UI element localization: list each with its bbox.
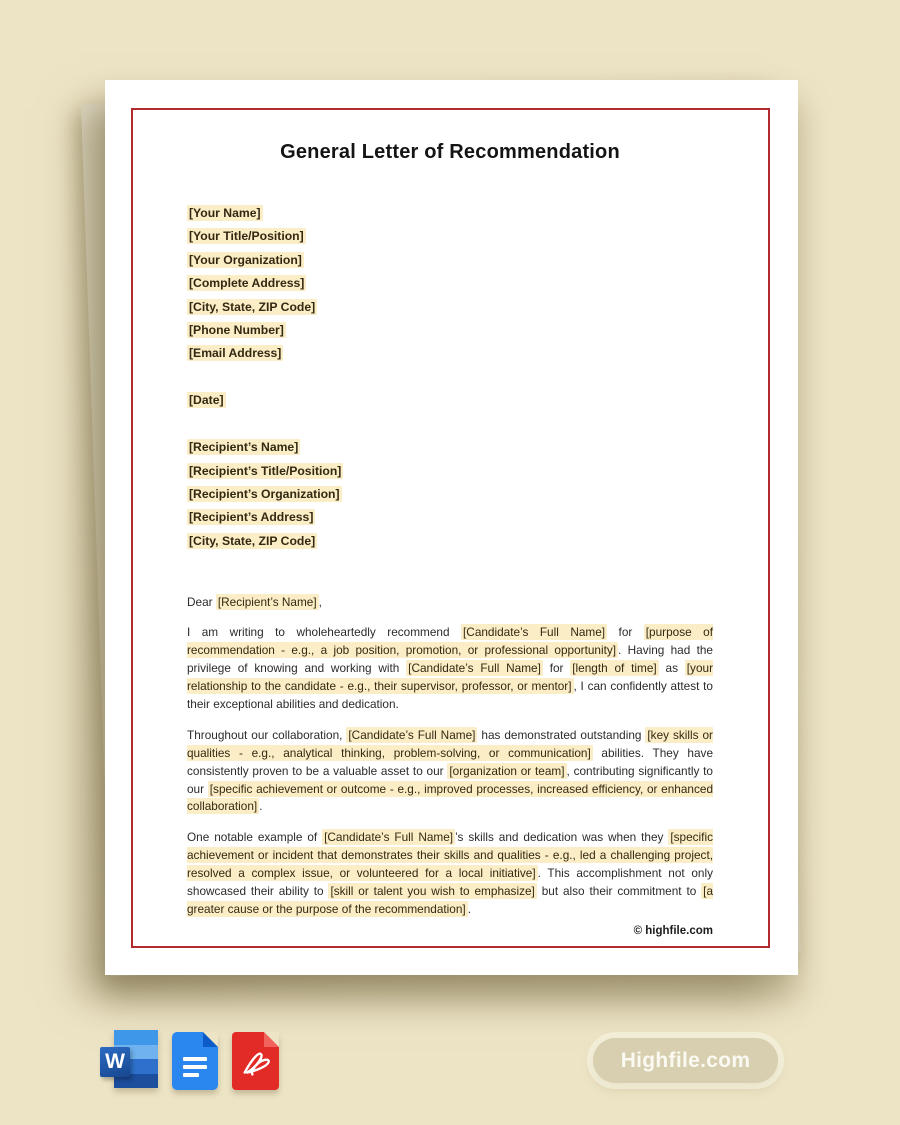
paragraph-introduction xyxy=(187,624,713,714)
placeholder-highlight: [Email Address] xyxy=(189,346,282,361)
placeholder-highlight: [Your Organization] xyxy=(189,252,302,267)
highfile-badge-label: Highfile.com xyxy=(620,1048,751,1072)
placeholder-highlight: [Candidate’s Full Name] xyxy=(463,625,606,640)
doc-text-line xyxy=(183,1057,207,1061)
placeholder-highlight: [your relationship to the candidate - e.g., their supervisor, professor, or mentor] xyxy=(187,661,713,693)
placeholder-highlight: [Recipient’s Title/Position] xyxy=(189,463,342,478)
recipient-organization-line xyxy=(187,483,713,506)
body-text: Dear xyxy=(187,595,216,610)
placeholder-highlight: [key skills or qualities - e.g., analytical thinking, problem-solving, or communication] xyxy=(187,727,713,760)
body-text: for xyxy=(607,625,644,640)
body-text: , I can confidently attest to their exceptional abilities and dedication. xyxy=(187,679,713,711)
placeholder-highlight: [specific achievement or outcome - e.g., improved processes, increased efficiency, or enhanced collaboration] xyxy=(187,781,714,814)
date-line xyxy=(187,389,713,412)
letter-page xyxy=(105,80,798,975)
body-text: has demonstrated outstanding xyxy=(477,727,646,742)
placeholder-highlight: [Your Name] xyxy=(189,206,261,220)
body-text: but also their commitment to xyxy=(536,884,702,899)
placeholder-highlight: [purpose of recommendation - e.g., a job position, promotion, or professional opportunity] xyxy=(187,625,713,658)
paragraph-skills xyxy=(187,727,713,817)
recipient-street-line xyxy=(187,506,713,529)
acrobat-logo-icon xyxy=(237,1044,274,1081)
body-text: . xyxy=(467,901,471,916)
recipient-city-line xyxy=(187,530,713,553)
recipient-name-line xyxy=(187,436,713,459)
letter-content xyxy=(187,108,713,919)
placeholder-highlight: [Candidate’s Full Name] xyxy=(408,661,541,676)
pdf-file-icon[interactable] xyxy=(232,1032,279,1090)
placeholder-highlight: [Date] xyxy=(189,392,224,407)
body-text: ’s skills and dedication was when they xyxy=(455,830,669,845)
body-text: I am writing to wholeheartedly recommend xyxy=(187,625,462,640)
corner-cut xyxy=(203,1032,218,1047)
sender-street-line xyxy=(187,272,713,295)
body-text: One notable example of xyxy=(187,830,323,845)
sender-phone-line xyxy=(187,319,713,342)
sender-address-block xyxy=(187,202,713,366)
body-text: , contributing significantly to our xyxy=(187,763,713,796)
recipient-address-block xyxy=(187,436,713,553)
placeholder-highlight: [City, State, ZIP Code] xyxy=(189,299,316,314)
doc-text-line xyxy=(183,1065,207,1069)
sender-city-line xyxy=(187,296,713,319)
sender-title-line xyxy=(187,225,713,248)
page-title: General Letter of Recommendation xyxy=(280,141,620,163)
body-text: , xyxy=(318,595,322,610)
placeholder-highlight: [Candidate’s Full Name] xyxy=(324,830,454,845)
body-text: . This accomplishment not only showcased their ability to xyxy=(187,866,713,899)
file-format-icons xyxy=(100,1030,300,1094)
body-text: abilities. They have consistently proven to be a valuable asset to our xyxy=(187,745,713,778)
body-text: for xyxy=(542,661,571,676)
salutation xyxy=(187,593,713,611)
body-text: Throughout our collaboration, xyxy=(187,727,347,742)
placeholder-highlight: [Phone Number] xyxy=(189,323,284,338)
word-file-icon[interactable] xyxy=(100,1030,158,1092)
placeholder-highlight: [Recipient’s Organization] xyxy=(189,487,340,502)
placeholder-highlight: [Your Title/Position] xyxy=(189,229,304,244)
placeholder-highlight: [length of time] xyxy=(572,661,657,676)
placeholder-highlight: [specific achievement or incident that demonstrates their skills and qualities - e.g., led a challenging project, resolved a complex issue, or volunteered for a local initiative] xyxy=(187,830,713,881)
placeholder-highlight: [Candidate’s Full Name] xyxy=(348,727,476,742)
copyright-notice: © highfile.com xyxy=(633,925,713,937)
sender-email-line xyxy=(187,342,713,365)
body-text: . xyxy=(259,799,263,814)
placeholder-highlight: [organization or team] xyxy=(449,763,565,778)
sender-name-line xyxy=(187,202,713,225)
google-docs-file-icon[interactable] xyxy=(172,1032,218,1090)
placeholder-highlight: [Recipient’s Name] xyxy=(189,440,299,455)
placeholder-highlight: [Complete Address] xyxy=(189,276,305,291)
placeholder-highlight: [Recipient’s Name] xyxy=(217,595,317,610)
word-letter-badge: W xyxy=(100,1047,130,1077)
body-text: . Having had the privilege of knowing and working with xyxy=(187,643,713,676)
placeholder-highlight: [skill or talent you wish to emphasize] xyxy=(330,884,535,899)
date-block xyxy=(187,389,713,412)
body-text: as xyxy=(658,661,685,676)
doc-text-line xyxy=(183,1073,199,1077)
placeholder-highlight: [a greater cause or the purpose of the recommendation] xyxy=(187,884,714,916)
recipient-title-line xyxy=(187,460,713,483)
sender-organization-line xyxy=(187,249,713,272)
highfile-badge[interactable] xyxy=(593,1038,778,1083)
placeholder-highlight: [Recipient’s Address] xyxy=(189,510,314,525)
paragraph-example xyxy=(187,829,713,919)
placeholder-highlight: [City, State, ZIP Code] xyxy=(189,533,316,548)
